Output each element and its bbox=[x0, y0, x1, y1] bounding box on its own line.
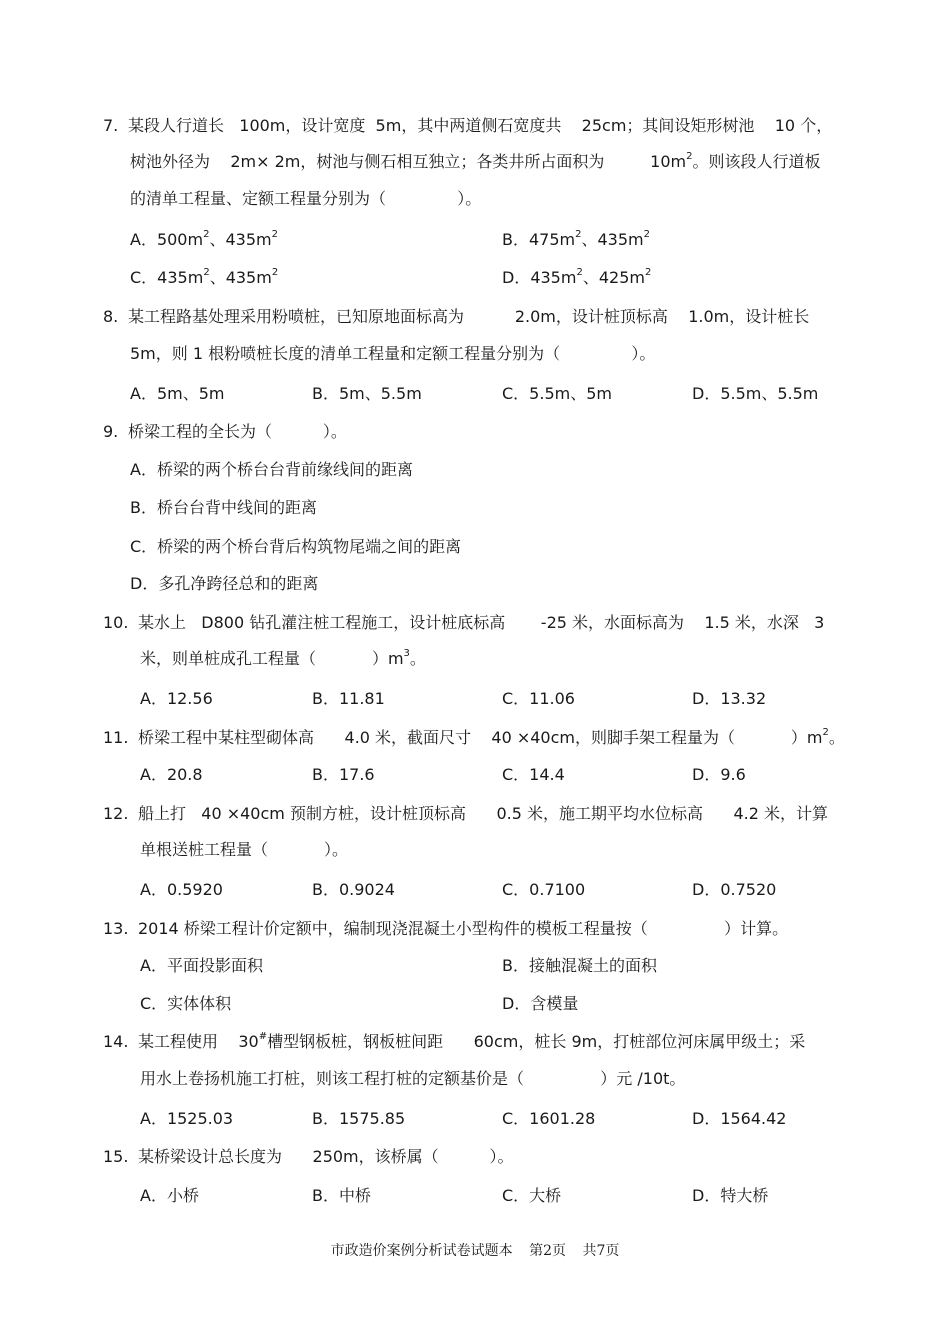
question-10-option-b: B．11.81 bbox=[312, 689, 385, 708]
question-15-line-1: 某桥梁设计总长度为 250m，该桥属（ ）。 bbox=[138, 1147, 514, 1166]
question-7-option-b: B．$475m^2$、$435m^2$ bbox=[502, 228, 650, 249]
question-14-option-a: A．1525.03 bbox=[140, 1109, 234, 1128]
question-12-option-b: B．0.9024 bbox=[312, 880, 395, 899]
question-15-option-d: D．特大桥 bbox=[692, 1186, 769, 1205]
question-8-option-a: A．5m、5m bbox=[130, 384, 225, 403]
question-8-line-1: 某工程路基处理采用粉喷桩，已知原地面标高为 2.0m，设计桩顶标高 1.0m，设计桩长 bbox=[128, 307, 810, 326]
question-14-line-1: 某工程使用 30#槽型钢板桩，钢板桩间距 60cm，桩长 9m，打桩部位河床属甲级土；采 bbox=[138, 1030, 806, 1051]
question-9-number: 9. bbox=[103, 422, 119, 441]
question-11-option-c: C．14.4 bbox=[502, 765, 565, 784]
question-10-line-2: 米，则单桩成孔工程量（ ）$m^3$。 bbox=[140, 647, 426, 668]
question-12-number: 12. bbox=[103, 804, 129, 823]
question-12-option-d: D．0.7520 bbox=[692, 880, 777, 899]
question-12-option-a: A．0.5920 bbox=[140, 880, 223, 899]
question-8-line-2: 5m，则 1 根粉喷桩长度的清单工程量和定额工程量分别为（ ）。 bbox=[130, 344, 656, 363]
question-11-line-1: 桥梁工程中某柱型砌体高 4.0 米，截面尺寸 40 ×40cm，则脚手架工程量为（ ）$m^2$。 bbox=[138, 726, 845, 747]
question-14-number: 14. bbox=[103, 1032, 129, 1051]
footer-total-pages: 共7页 bbox=[582, 1243, 620, 1259]
question-13-option-b: B．接触混凝土的面积 bbox=[502, 956, 657, 975]
question-7-option-c: C．$435m^2$、$435m^2$ bbox=[130, 266, 279, 287]
question-9-option-b: B．桥台台背中线间的距离 bbox=[130, 498, 317, 517]
question-9-option-a: A．桥梁的两个桥台台背前缘线间的距离 bbox=[130, 460, 413, 479]
question-14-option-b: B．1575.85 bbox=[312, 1109, 406, 1128]
footer-title: 市政造价案例分析试卷试题本 bbox=[330, 1243, 513, 1259]
question-10-option-a: A．12.56 bbox=[140, 689, 213, 708]
question-13-line-1: 2014 桥梁工程计价定额中，编制现浇混凝土小型构件的模板工程量按（ ）计算。 bbox=[138, 919, 789, 938]
question-15-option-c: C．大桥 bbox=[502, 1186, 562, 1205]
question-12-line-1: 船上打 40 ×40cm 预制方桩，设计桩顶标高 0.5 米，施工期平均水位标高 4.2 米，计算 bbox=[138, 804, 829, 823]
question-13-option-c: C．实体体积 bbox=[140, 994, 232, 1013]
question-10-option-c: C．11.06 bbox=[502, 689, 575, 708]
question-7-option-a: A．$500m^2$、$435m^2$ bbox=[130, 228, 278, 249]
question-7-number: 7. bbox=[103, 116, 119, 135]
question-8-number: 8. bbox=[103, 307, 119, 326]
footer-page-number: 第2页 bbox=[529, 1243, 566, 1259]
question-11-number: 11. bbox=[103, 728, 129, 747]
question-13-number: 13. bbox=[103, 919, 129, 938]
question-13-option-a: A．平面投影面积 bbox=[140, 956, 263, 975]
question-12-option-c: C．0.7100 bbox=[502, 880, 586, 899]
question-12-line-2: 单根送桩工程量（ ）。 bbox=[140, 840, 348, 859]
question-14-option-c: C．1601.28 bbox=[502, 1109, 596, 1128]
question-15-number: 15. bbox=[103, 1147, 129, 1166]
question-10-line-1: 某水上 D800 钻孔灌注桩工程施工，设计桩底标高 -25 米，水面标高为 1.5 米，水深 3 bbox=[138, 613, 825, 632]
question-7-line-3: 的清单工程量、定额工程量分别为（ ）。 bbox=[130, 189, 482, 208]
question-11-option-a: A．20.8 bbox=[140, 765, 203, 784]
question-8-option-b: B．5m、5.5m bbox=[312, 384, 422, 403]
question-9-option-d: D．多孔净跨径总和的距离 bbox=[130, 574, 319, 593]
question-7-option-d: D．$435m^2$、$425m^2$ bbox=[502, 266, 652, 287]
question-9-option-c: C．桥梁的两个桥台背后构筑物尾端之间的距离 bbox=[130, 537, 462, 556]
page-footer bbox=[0, 1240, 950, 1260]
question-14-option-d: D．1564.42 bbox=[692, 1109, 787, 1128]
question-13-option-d: D．含模量 bbox=[502, 994, 579, 1013]
question-7-line-1: 某段人行道长 100m，设计宽度 5m，其中两道侧石宽度共 25cm；其间设矩形树池 10 个， bbox=[128, 116, 833, 135]
question-15-option-b: B．中桥 bbox=[312, 1186, 371, 1205]
question-10-number: 10. bbox=[103, 613, 129, 632]
question-14-line-2: 用水上卷扬机施工打桩，则该工程打桩的定额基价是（ ）元 /10t。 bbox=[140, 1069, 686, 1088]
question-10-option-d: D．13.32 bbox=[692, 689, 767, 708]
question-15-option-a: A．小桥 bbox=[140, 1186, 199, 1205]
question-11-option-d: D．9.6 bbox=[692, 765, 746, 784]
question-9-line-1: 桥梁工程的全长为（ ）。 bbox=[128, 422, 347, 441]
question-11-option-b: B．17.6 bbox=[312, 765, 375, 784]
question-8-option-d: D．5.5m、5.5m bbox=[692, 384, 819, 403]
question-7-line-2: 树池外径为 2m× 2m，树池与侧石相互独立；各类井所占面积为 $10m^2$。则该段人行道板 bbox=[130, 150, 821, 171]
question-8-option-c: C．5.5m、5m bbox=[502, 384, 612, 403]
